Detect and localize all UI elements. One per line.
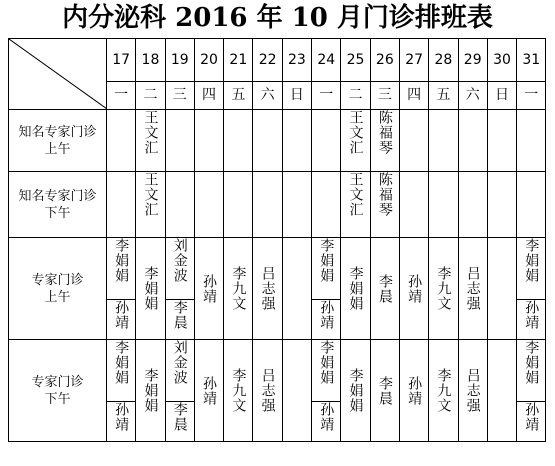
schedule-cell — [341, 238, 370, 340]
doctor-name: 李娟娟 — [318, 340, 335, 385]
weekday-header: 六 — [458, 81, 487, 109]
schedule-cell — [107, 172, 136, 238]
schedule-cell — [253, 172, 282, 238]
doctor-name: 李晨 — [171, 300, 188, 330]
date-header: 17 — [107, 39, 136, 82]
weekday-header: 五 — [429, 81, 458, 109]
schedule-cell — [224, 172, 253, 238]
weekday-header: 四 — [194, 81, 223, 109]
weekday-header: 一 — [517, 81, 546, 109]
doctor-name: 王文汇 — [142, 172, 159, 217]
doctor-name: 吕志强 — [464, 368, 481, 413]
doctor-name: 李晨 — [171, 402, 188, 432]
schedule-cell — [341, 172, 370, 238]
doctor-name: 刘金波 — [171, 340, 188, 385]
weekday-header: 日 — [487, 81, 516, 109]
doctor-name: 孙靖 — [406, 375, 423, 406]
schedule-cell — [312, 300, 341, 340]
date-header: 31 — [517, 39, 546, 82]
date-header: 29 — [458, 39, 487, 82]
schedule-cell — [165, 340, 194, 402]
doctor-name: 孙靖 — [406, 273, 423, 304]
schedule-cell — [399, 238, 428, 340]
schedule-cell — [399, 340, 428, 442]
date-header: 26 — [370, 39, 399, 82]
weekday-header: 三 — [370, 81, 399, 109]
schedule-cell — [107, 300, 136, 340]
schedule-cell — [312, 340, 341, 402]
schedule-cell — [487, 110, 516, 172]
schedule-cell — [370, 340, 399, 442]
row-label: 专家门诊 下午 — [9, 340, 107, 442]
date-header: 25 — [341, 39, 370, 82]
schedule-cell — [136, 340, 165, 442]
schedule-cell — [224, 110, 253, 172]
weekday-header: 一 — [107, 81, 136, 109]
date-header: 24 — [312, 39, 341, 82]
schedule-cell — [107, 402, 136, 442]
doctor-name: 王文汇 — [347, 172, 364, 217]
doctor-name: 李娟娟 — [347, 266, 364, 311]
doctor-name: 吕志强 — [259, 368, 276, 413]
schedule-cell — [107, 110, 136, 172]
doctor-name: 李娟娟 — [347, 368, 364, 413]
schedule-cell — [312, 172, 341, 238]
doctor-name: 孙靖 — [318, 402, 335, 432]
schedule-cell — [370, 110, 399, 172]
schedule-cell — [136, 238, 165, 340]
corner-cell — [9, 39, 107, 110]
doctor-name: 李九文 — [230, 368, 247, 413]
schedule-cell — [399, 172, 428, 238]
doctor-name: 陈福琴 — [376, 110, 393, 155]
weekday-header: 四 — [399, 81, 428, 109]
row-label: 知名专家门诊 下午 — [9, 172, 107, 238]
schedule-cell — [136, 110, 165, 172]
doctor-name: 李娟娟 — [523, 340, 540, 385]
doctor-name: 李晨 — [376, 375, 393, 406]
schedule-cell — [458, 238, 487, 340]
weekday-header: 二 — [341, 81, 370, 109]
schedule-cell — [429, 172, 458, 238]
weekday-header: 五 — [224, 81, 253, 109]
schedule-cell — [165, 402, 194, 442]
doctor-name: 刘金波 — [171, 238, 188, 283]
row-label: 知名专家门诊 上午 — [9, 110, 107, 172]
schedule-cell — [136, 172, 165, 238]
schedule-cell — [370, 238, 399, 340]
schedule-cell — [429, 340, 458, 442]
doctor-name: 王文汇 — [347, 110, 364, 155]
doctor-name: 王文汇 — [142, 110, 159, 155]
schedule-cell — [194, 340, 223, 442]
date-header: 18 — [136, 39, 165, 82]
weekday-header: 六 — [253, 81, 282, 109]
date-header: 27 — [399, 39, 428, 82]
schedule-cell — [165, 172, 194, 238]
schedule-cell — [165, 238, 194, 300]
schedule-cell — [487, 172, 516, 238]
doctor-name: 李娟娟 — [318, 238, 335, 283]
schedule-cell — [165, 300, 194, 340]
schedule-cell — [517, 340, 546, 402]
schedule-cell — [107, 340, 136, 402]
schedule-cell — [487, 340, 516, 442]
schedule-cell — [341, 340, 370, 442]
doctor-name: 孙靖 — [523, 402, 540, 432]
schedule-cell — [253, 110, 282, 172]
schedule-cell — [429, 238, 458, 340]
schedule-cell — [517, 172, 546, 238]
doctor-name: 孙靖 — [318, 300, 335, 330]
doctor-name: 孙靖 — [113, 402, 130, 432]
schedule-cell — [517, 110, 546, 172]
schedule-cell — [224, 238, 253, 340]
date-header: 23 — [282, 39, 311, 82]
schedule-cell — [194, 110, 223, 172]
schedule-cell — [107, 238, 136, 300]
weekday-header: 三 — [165, 81, 194, 109]
weekday-header: 日 — [282, 81, 311, 109]
row-label: 专家门诊 上午 — [9, 238, 107, 340]
doctor-name: 李九文 — [230, 266, 247, 311]
doctor-name: 李九文 — [435, 266, 452, 311]
schedule-cell — [224, 340, 253, 442]
date-header: 22 — [253, 39, 282, 82]
schedule-cell — [282, 340, 311, 442]
schedule-cell — [517, 238, 546, 300]
schedule-table — [8, 38, 546, 442]
schedule-cell — [253, 238, 282, 340]
schedule-cell — [370, 172, 399, 238]
schedule-cell — [253, 340, 282, 442]
doctor-name: 吕志强 — [464, 266, 481, 311]
schedule-cell — [194, 238, 223, 340]
schedule-cell — [487, 238, 516, 340]
weekday-header: 一 — [312, 81, 341, 109]
schedule-cell — [458, 172, 487, 238]
doctor-name: 吕志强 — [259, 266, 276, 311]
page-title: 内分泌科 2016 年 10 月门诊排班表 — [62, 3, 493, 33]
schedule-cell — [312, 402, 341, 442]
doctor-name: 李晨 — [376, 273, 393, 304]
schedule-cell — [312, 110, 341, 172]
date-header: 20 — [194, 39, 223, 82]
date-header: 30 — [487, 39, 516, 82]
schedule-cell — [458, 110, 487, 172]
schedule-cell — [282, 172, 311, 238]
date-header: 21 — [224, 39, 253, 82]
doctor-name: 孙靖 — [201, 273, 218, 304]
schedule-cell — [194, 172, 223, 238]
schedule-cell — [282, 238, 311, 340]
schedule-cell — [517, 402, 546, 442]
schedule-cell — [341, 110, 370, 172]
doctor-name: 孙靖 — [201, 375, 218, 406]
schedule-cell — [458, 340, 487, 442]
diagonal-line — [9, 39, 107, 109]
doctor-name: 李娟娟 — [523, 238, 540, 283]
doctor-name: 李娟娟 — [142, 368, 159, 413]
schedule-cell — [312, 238, 341, 300]
doctor-name: 李九文 — [435, 368, 452, 413]
schedule-cell — [517, 300, 546, 340]
doctor-name: 李娟娟 — [113, 238, 130, 283]
doctor-name: 孙靖 — [523, 300, 540, 330]
date-header: 19 — [165, 39, 194, 82]
date-header: 28 — [429, 39, 458, 82]
schedule-cell — [165, 110, 194, 172]
schedule-cell — [282, 110, 311, 172]
schedule-cell — [429, 110, 458, 172]
schedule-cell — [399, 110, 428, 172]
doctor-name: 李娟娟 — [142, 266, 159, 311]
doctor-name: 陈福琴 — [376, 172, 393, 217]
doctor-name: 孙靖 — [113, 300, 130, 330]
doctor-name: 李娟娟 — [113, 340, 130, 385]
weekday-header: 二 — [136, 81, 165, 109]
